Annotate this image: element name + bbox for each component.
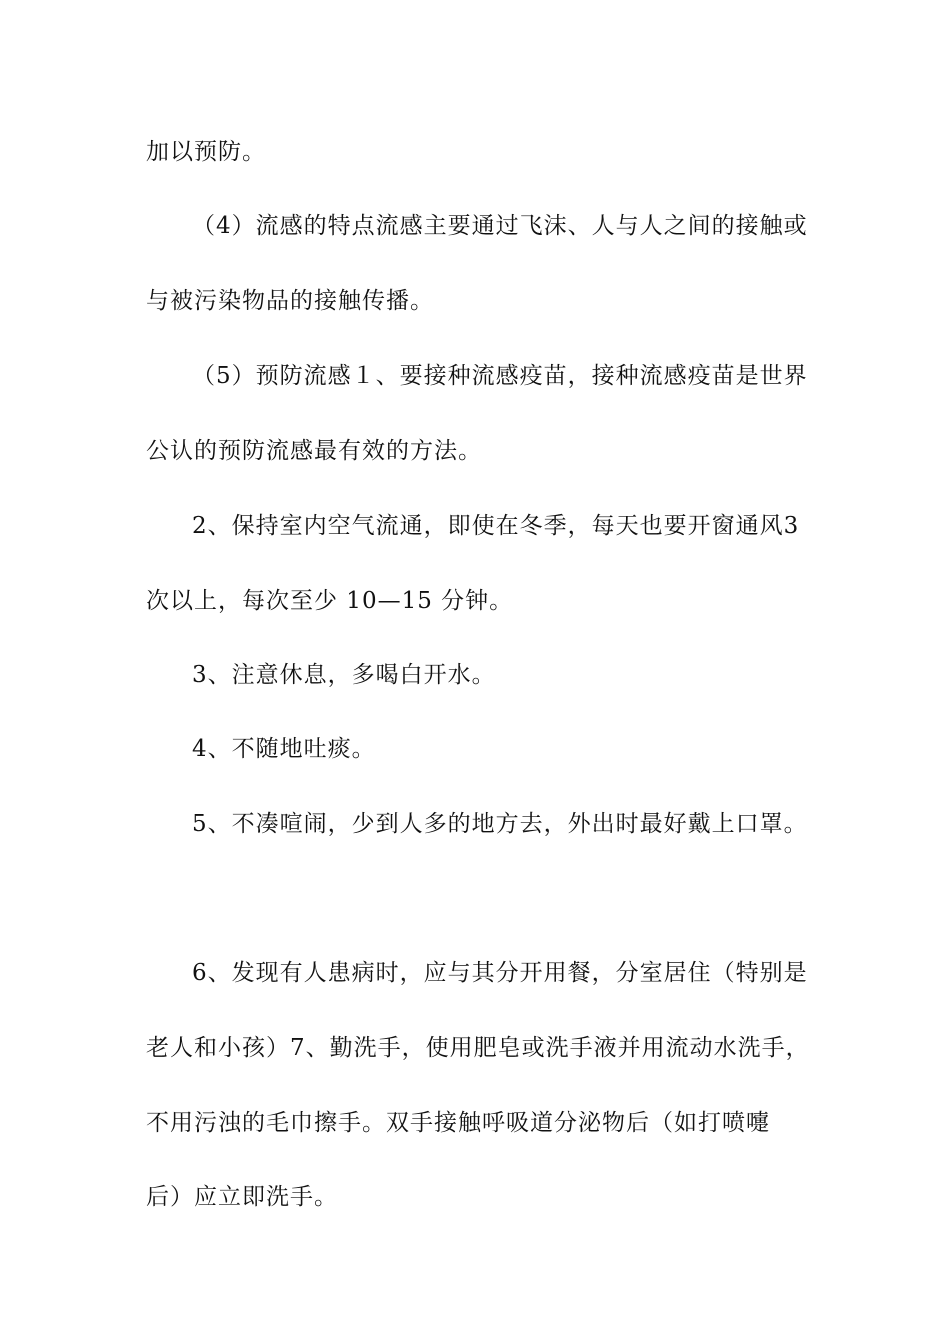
paragraph-line: 与被污染物品的接触传播。 <box>146 288 434 314</box>
paragraph-line: 加以预防。 <box>146 139 266 165</box>
paragraph-line: 3、注意休息，多喝白开水。 <box>192 662 496 688</box>
paragraph-line: 次以上，每次至少 10—15 分钟。 <box>146 588 514 614</box>
paragraph-line: 老人和小孩）7、勤洗手，使用肥皂或洗手液并用流动水洗手， <box>146 1035 810 1061</box>
paragraph-line: 2、保持室内空气流通，即使在冬季，每天也要开窗通风3 <box>192 513 800 539</box>
paragraph-line: 6、发现有人患病时，应与其分开用餐，分室居住（特别是 <box>192 960 808 986</box>
paragraph-line: 后）应立即洗手。 <box>146 1184 338 1210</box>
paragraph-line: 不用污浊的毛巾擦手。双手接触呼吸道分泌物后（如打喷嚏 <box>146 1110 770 1136</box>
paragraph-line: 5、不凑喧闹，少到人多的地方去，外出时最好戴上口罩。 <box>192 811 808 837</box>
paragraph-line: （4）流感的特点流感主要通过飞沫、人与人之间的接触或 <box>192 213 808 239</box>
paragraph-line: 公认的预防流感最有效的方法。 <box>146 438 482 464</box>
paragraph-line: 4、不随地吐痰。 <box>192 736 376 762</box>
paragraph-line: （5）预防流感１、要接种流感疫苗，接种流感疫苗是世界 <box>192 363 808 389</box>
